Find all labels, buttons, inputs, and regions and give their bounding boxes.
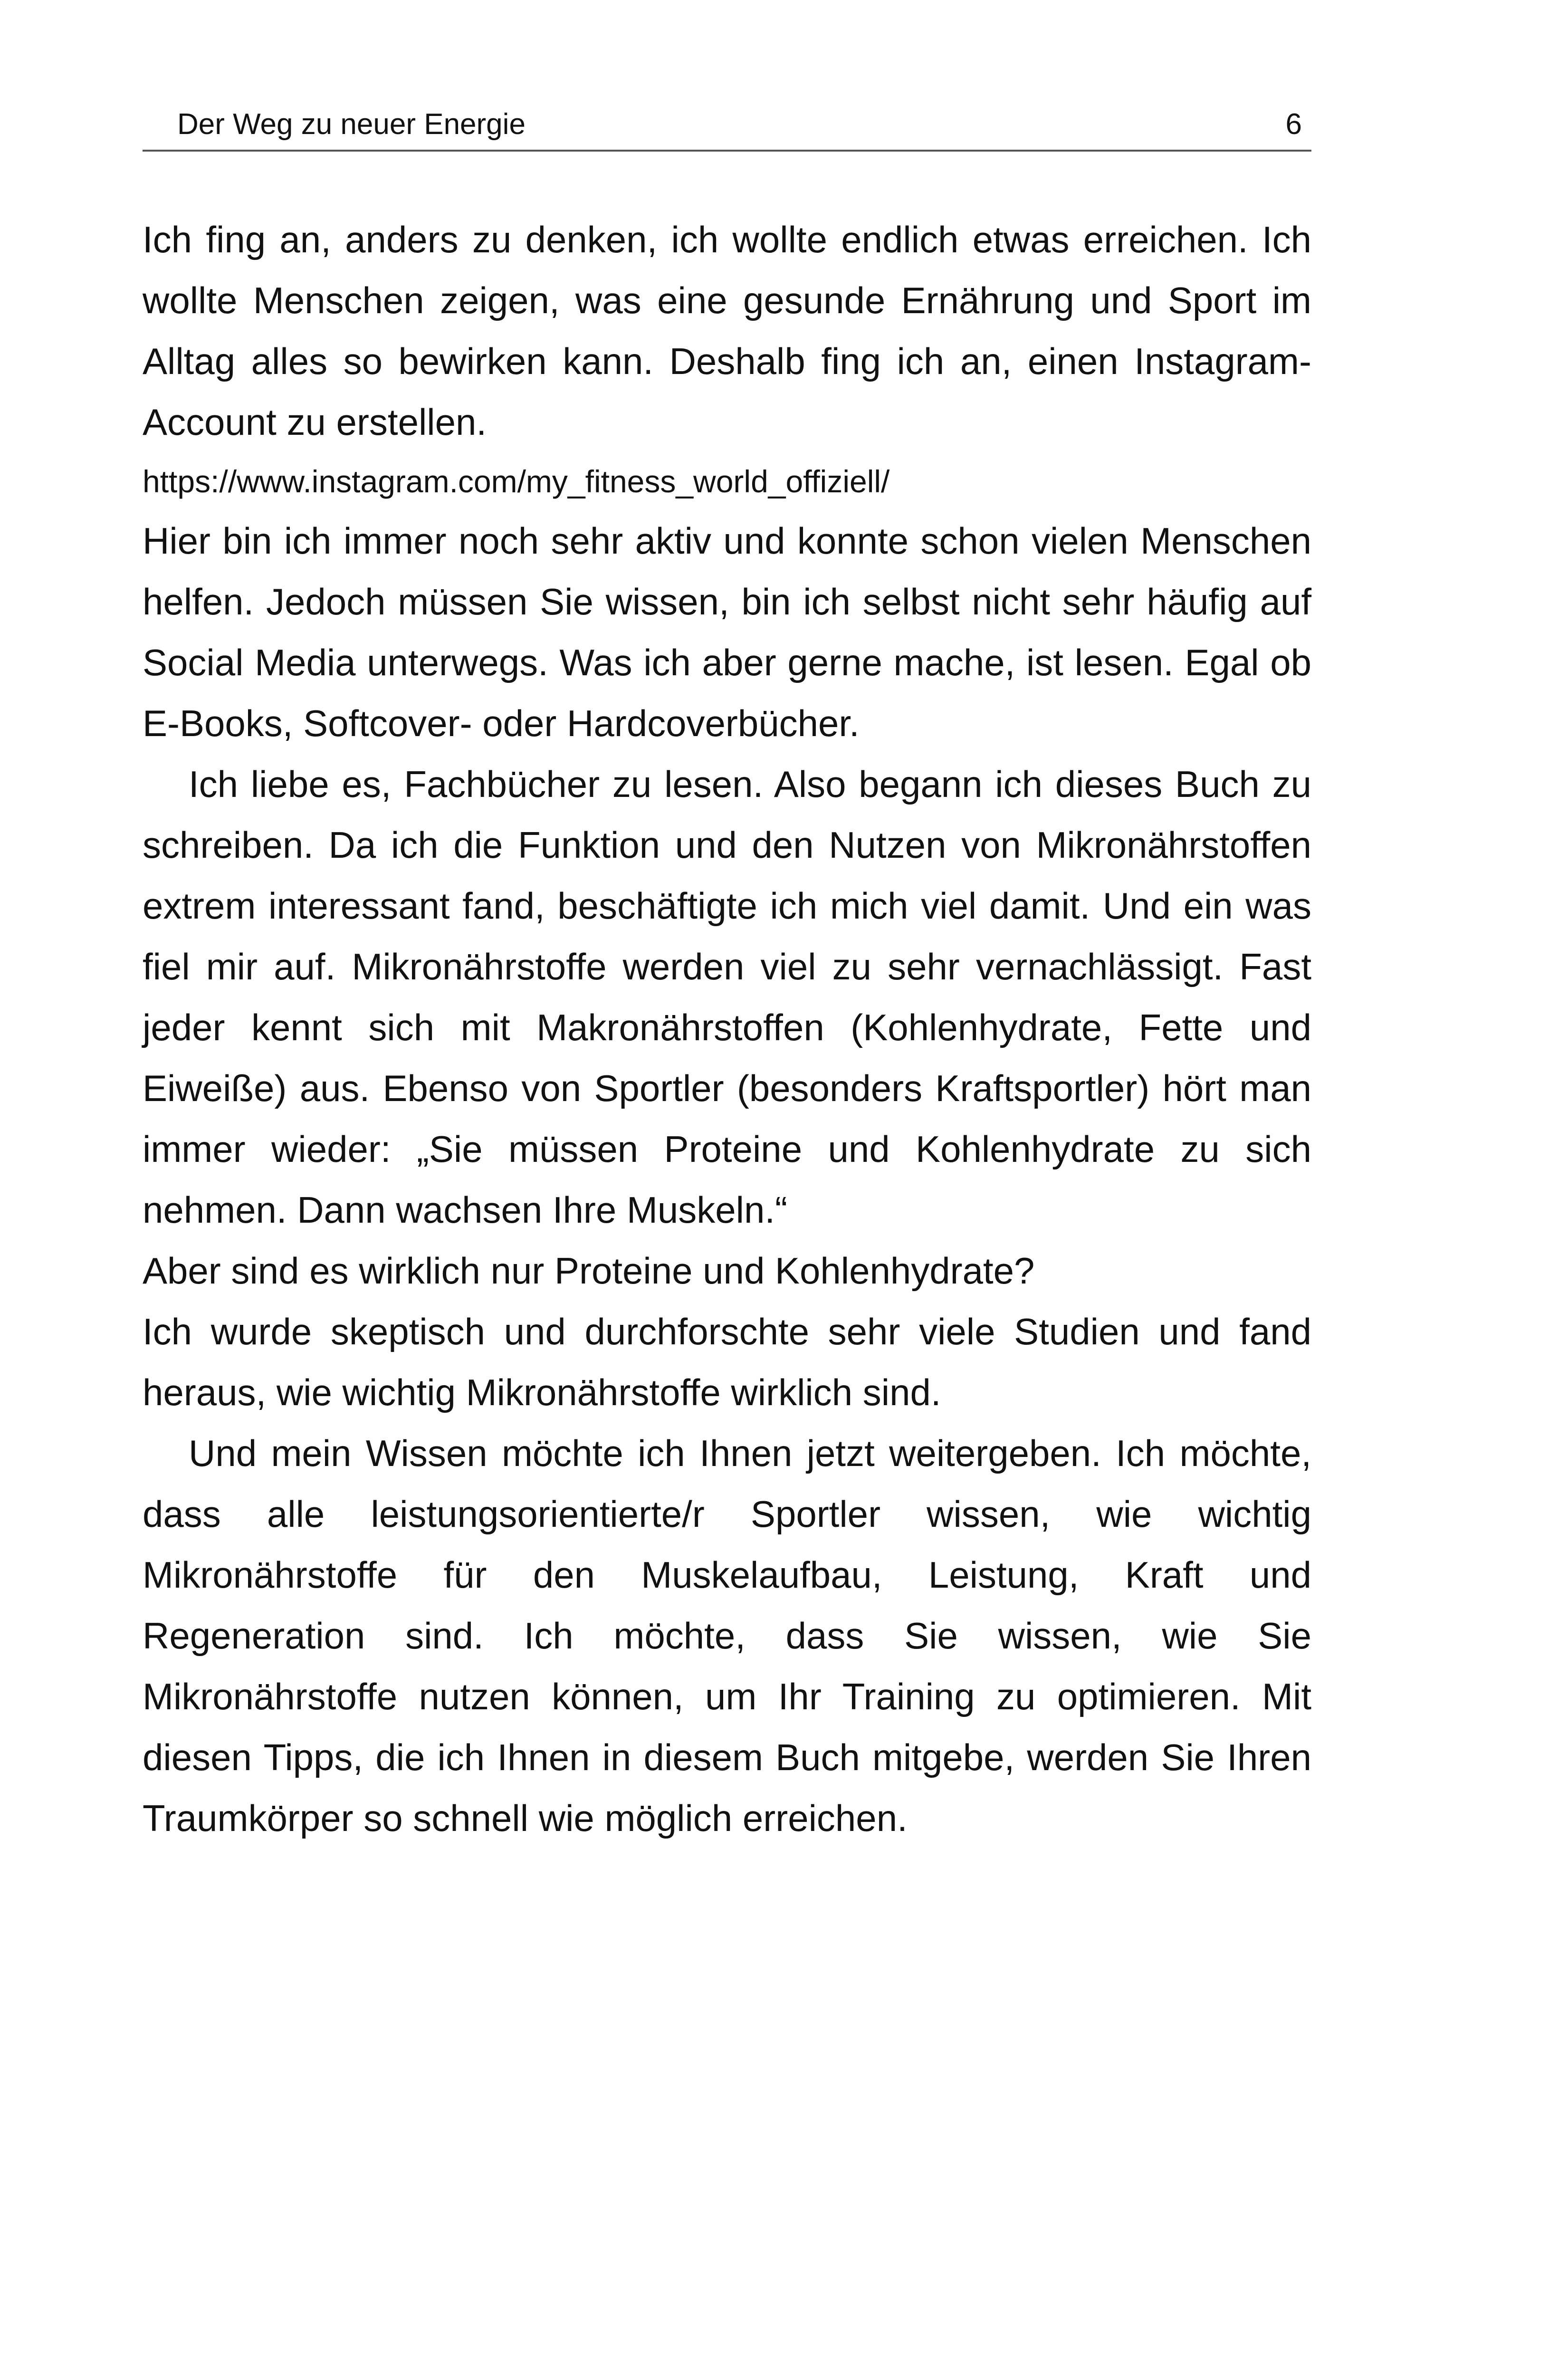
- paragraph-book-motivation: Ich liebe es, Fachbücher zu lesen. Also begann ich dieses Buch zu schreiben. Da ich die Funktion und den Nutzen von Mikronährstoffen extrem interessant fand, beschäftigte ich mich viel damit. Und ein was fiel mir auf. Mikronährstoffe werden viel zu sehr vernachlässigt. Fast jeder kennt sich mit Makronährstoffen (Kohlenhydrate, Fette und Eiweiße) aus. Ebenso von Sportler (besonders Kraftsportler) hört man immer wieder: „Sie müssen Proteine und Kohlenhydrate zu sich nehmen. Dann wachsen Ihre Muskeln.“: [143, 763, 1311, 1231]
- page-number: 6: [1285, 108, 1302, 141]
- paragraph-social-media: Hier bin ich immer noch sehr aktiv und konnte schon vielen Menschen helfen. Jedoch müssen Sie wissen, bin ich selbst nicht sehr häufig auf Social Media unterwegs. Was ich aber gerne mache, ist lesen. Egal ob E-Books, Softcover- oder Hardcoverbücher.: [143, 520, 1311, 744]
- header-title: Der Weg zu neuer Energie: [177, 108, 526, 141]
- paragraph-research: Ich wurde skeptisch und durchforschte sehr viele Studien und fand heraus, wie wichtig Mikronährstoffe wirklich sind.: [143, 1311, 1311, 1413]
- paragraph-knowledge-sharing: Und mein Wissen möchte ich Ihnen jetzt weitergeben. Ich möchte, dass alle leistungsorientierte/r Sportler wissen, wie wichtig Mikronährstoffe für den Muskelaufbau, Leistung, Kraft und Regeneration sind. Ich möchte, dass Sie wissen, wie Sie Mikronährstoffe nutzen können, um Ihr Training zu optimieren. Mit diesen Tipps, die ich Ihnen in diesem Buch mitgebe, werden Sie Ihren Traumkörper so schnell wie möglich erreichen.: [143, 1432, 1311, 1839]
- running-header: [143, 97, 1311, 152]
- paragraph-instagram-intro: Ich fing an, anders zu denken, ich wollte endlich etwas erreichen. Ich wollte Menschen zeigen, was eine gesunde Ernährung und Sport im Alltag alles so bewirken kann. Deshalb fing ich an, einen Instagram-Account zu erstellen.: [143, 219, 1311, 443]
- paragraph-question: Aber sind es wirklich nur Proteine und Kohlenhydrate?: [143, 1250, 1035, 1292]
- instagram-link[interactable]: https://www.instagram.com/my_fitness_world_offiziell/: [143, 464, 890, 499]
- body-text: [143, 209, 1311, 1849]
